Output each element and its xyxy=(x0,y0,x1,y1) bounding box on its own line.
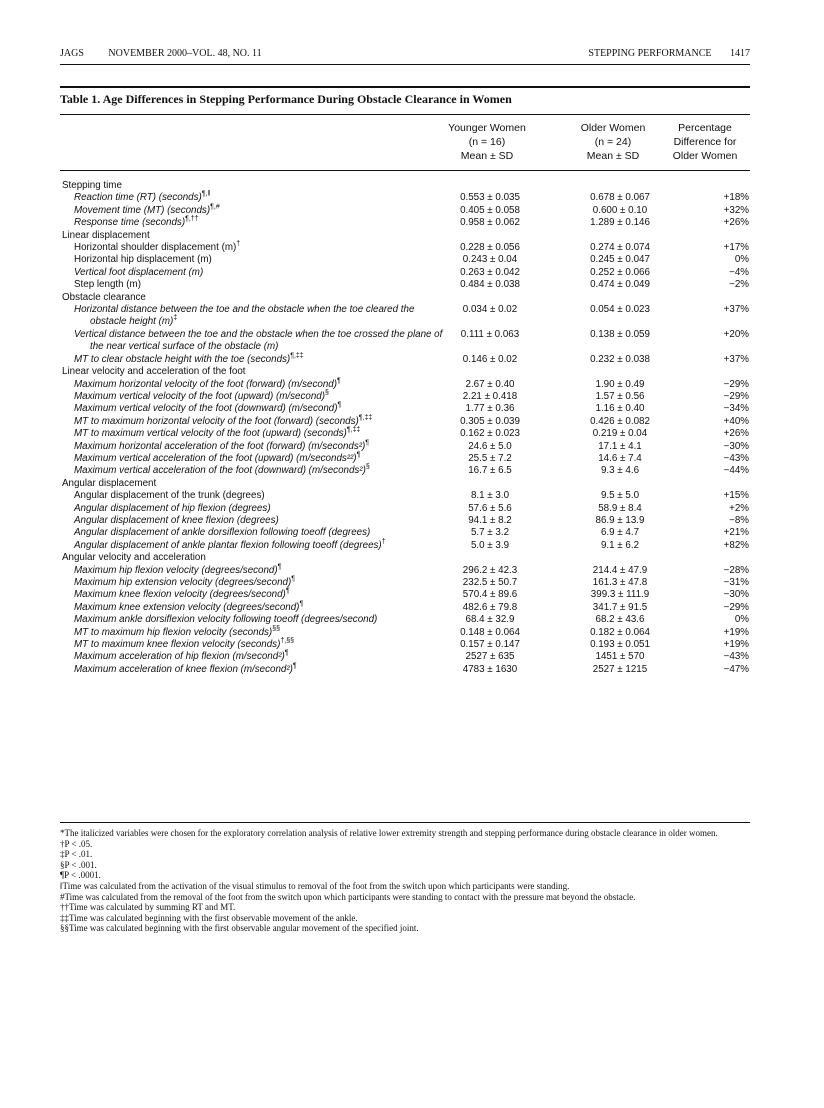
younger-value: 482.6 ± 79.8 xyxy=(462,601,518,613)
section-label xyxy=(60,292,422,304)
footnote-marker: ¶ xyxy=(337,402,342,410)
footnote-marker: ¶ xyxy=(291,575,296,583)
younger-value: 0.228 ± 0.056 xyxy=(460,242,520,254)
percentage-difference: +15% xyxy=(723,490,749,502)
label-text: Maximum acceleration of hip flexion (m/second²) xyxy=(74,651,285,663)
label-text: Angular displacement of ankle plantar flexion following toeoff (degrees) xyxy=(74,539,382,551)
column-header-line: Older Women xyxy=(580,122,646,134)
footnote: #Time was calculated from the removal of the foot from the switch upon which participants were standing to contact with the pressure mat beyond the obstacle. xyxy=(60,891,636,902)
percentage-difference: +37% xyxy=(723,353,749,365)
variable-label xyxy=(60,254,434,266)
variable-label xyxy=(60,403,434,415)
variable-label xyxy=(60,267,434,279)
column-header-line: Difference for xyxy=(673,136,737,148)
older-value: 0.678 ± 0.067 xyxy=(590,192,650,204)
older-value: 1.90 ± 0.49 xyxy=(595,378,645,390)
label-text: MT to maximum knee flexion velocity (seconds) xyxy=(74,639,281,651)
table-row xyxy=(60,354,750,366)
percentage-difference: −43% xyxy=(723,651,749,663)
header-left xyxy=(60,48,284,59)
variable-label xyxy=(60,565,434,577)
header-rule xyxy=(60,64,750,65)
variable-label xyxy=(60,651,434,663)
table-body xyxy=(60,180,750,676)
footnote: *The italicized variables were chosen for the exploratory correlation analysis of relative lower extremity strength and stepping performance during obstacle clearance in older women. xyxy=(60,828,718,838)
older-value: 9.1 ± 6.2 xyxy=(600,539,640,551)
older-value: 2527 ± 1215 xyxy=(592,663,648,675)
older-value: 17.1 ± 4.1 xyxy=(598,440,642,452)
percentage-difference: +26% xyxy=(723,428,749,440)
older-value: 0.054 ± 0.023 xyxy=(590,304,650,316)
label-text: Linear displacement xyxy=(62,229,150,241)
percentage-difference: −29% xyxy=(723,601,749,613)
footnote: §P < .001. xyxy=(60,859,97,870)
variable-label xyxy=(60,441,450,453)
footnote-marker: † xyxy=(236,240,241,248)
younger-value: 0.157 ± 0.147 xyxy=(460,639,520,651)
footnote: ‡P < .01. xyxy=(60,849,93,860)
older-value: 0.252 ± 0.066 xyxy=(590,266,650,278)
younger-value: 0.484 ± 0.038 xyxy=(460,279,520,291)
label-text: Angular displacement of hip flexion (degrees) xyxy=(74,502,271,514)
younger-value: 0.243 ± 0.04 xyxy=(462,254,518,266)
column-header-line: Mean ± SD xyxy=(586,150,640,162)
older-value: 1451 ± 570 xyxy=(595,651,645,663)
variable-label xyxy=(60,416,450,428)
table-row xyxy=(60,515,750,527)
table-row xyxy=(60,651,750,663)
variable-label xyxy=(60,490,434,502)
percentage-difference: 0% xyxy=(734,614,749,626)
older-value: 6.9 ± 4.7 xyxy=(600,527,640,539)
label-text: Step length (m) xyxy=(74,279,141,291)
table-row xyxy=(60,453,750,465)
older-value: 399.3 ± 111.9 xyxy=(590,589,650,601)
footnote-marker: ¶ xyxy=(277,563,282,571)
variable-label xyxy=(60,602,434,614)
percentage-difference: +20% xyxy=(723,328,749,340)
table-row xyxy=(60,217,750,229)
label-text: Response time (seconds) xyxy=(74,217,186,229)
younger-value: 232.5 ± 50.7 xyxy=(462,577,518,588)
younger-value: 57.6 ± 5.6 xyxy=(468,502,512,514)
section-row xyxy=(60,180,750,192)
footnote-marker: ¶ xyxy=(299,600,304,608)
table-row xyxy=(60,503,750,515)
table-row xyxy=(60,254,750,266)
table-row xyxy=(60,627,750,639)
percentage-difference: −30% xyxy=(723,589,749,601)
older-value: 0.245 ± 0.047 xyxy=(590,254,650,266)
variable-label xyxy=(60,577,434,589)
footnote-marker: ¶,‡‡ xyxy=(358,414,373,422)
footnote: ¶P < .0001. xyxy=(60,870,101,881)
footnote-marker: ¶,‡‡ xyxy=(346,426,361,434)
percentage-difference: +32% xyxy=(723,204,749,216)
page-number: 1417 xyxy=(730,48,750,59)
footnote: §§Time was calculated beginning with the first observable angular movement of the specified joint. xyxy=(60,923,419,934)
older-value: 1.289 ± 0.146 xyxy=(590,217,650,229)
footnote-marker: ¶ xyxy=(292,662,297,670)
younger-value: 1.77 ± 0.36 xyxy=(465,403,515,415)
older-value: 1.16 ± 0.40 xyxy=(595,403,645,415)
percentage-difference: +82% xyxy=(723,539,749,551)
variable-label xyxy=(60,205,434,217)
table-footnotes xyxy=(60,828,755,934)
younger-value: 0.405 ± 0.058 xyxy=(460,204,520,216)
section-row xyxy=(60,552,750,564)
footnote-marker: ¶ xyxy=(285,588,290,596)
percentage-difference: +37% xyxy=(723,304,749,316)
variable-label xyxy=(60,639,434,651)
section-row xyxy=(60,478,750,490)
label-text: Maximum hip extension velocity (degrees/second) xyxy=(74,577,292,588)
percentage-difference: +40% xyxy=(723,415,749,427)
label-text: Maximum horizontal velocity of the foot (forward) (m/second) xyxy=(74,378,337,390)
label-text: Vertical foot displacement (m) xyxy=(74,266,204,278)
percentage-difference: +19% xyxy=(723,626,749,638)
variable-label xyxy=(60,192,434,204)
table-row xyxy=(60,490,750,502)
footnote: ‡‡Time was calculated beginning with the first observable movement of the ankle. xyxy=(60,912,358,923)
younger-value: 0.958 ± 0.062 xyxy=(460,217,520,229)
variable-label xyxy=(60,354,434,366)
younger-value: 0.263 ± 0.042 xyxy=(460,266,520,278)
label-text: Angular displacement xyxy=(62,477,157,489)
footnote-marker: ¶ xyxy=(365,439,370,447)
table-row xyxy=(60,540,750,552)
issue-info: NOVEMBER 2000–VOL. 48, NO. 11 xyxy=(108,48,262,59)
percentage-difference: +18% xyxy=(723,192,749,204)
variable-label xyxy=(60,379,434,391)
percentage-difference: −31% xyxy=(723,577,749,588)
column-header-percentage xyxy=(650,121,760,163)
percentage-difference: +2% xyxy=(729,502,749,514)
label-text: Maximum horizontal acceleration of the foot (forward) (m/seconds²) xyxy=(74,440,366,452)
younger-value: 0.305 ± 0.039 xyxy=(460,415,520,427)
table-row xyxy=(60,279,750,291)
section-label xyxy=(60,366,422,378)
table-row xyxy=(60,465,750,477)
percentage-difference: −4% xyxy=(729,266,749,278)
footnote-marker: ¶,‖ xyxy=(201,191,211,199)
label-text: Reaction time (RT) (seconds) xyxy=(74,192,202,204)
variable-label xyxy=(60,527,450,539)
percentage-difference: −28% xyxy=(723,564,749,576)
older-value: 341.7 ± 91.5 xyxy=(592,601,648,613)
section-row xyxy=(60,292,750,304)
younger-value: 68.4 ± 32.9 xyxy=(465,614,515,626)
variable-label xyxy=(60,540,450,552)
label-text: Maximum vertical velocity of the foot (downward) (m/second) xyxy=(74,403,338,415)
section-row xyxy=(60,366,750,378)
older-value: 9.3 ± 4.6 xyxy=(600,465,640,477)
variable-label xyxy=(60,242,434,254)
older-value: 0.426 ± 0.082 xyxy=(590,415,650,427)
older-value: 0.600 ± 0.10 xyxy=(592,204,648,216)
percentage-difference: −44% xyxy=(723,465,749,477)
label-text: MT to maximum hip flexion velocity (seconds) xyxy=(74,626,273,638)
footnote-marker: † xyxy=(381,538,386,546)
younger-value: 2527 ± 635 xyxy=(465,651,515,663)
variable-label xyxy=(60,391,434,403)
older-value: 58.9 ± 8.4 xyxy=(598,502,642,514)
percentage-difference: +21% xyxy=(723,527,749,539)
older-value: 161.3 ± 47.8 xyxy=(592,577,648,588)
footnote: ††Time was calculated by summing RT and MT. xyxy=(60,902,236,913)
percentage-difference: −29% xyxy=(723,390,749,402)
label-text: Angular displacement of the trunk (degrees) xyxy=(74,490,265,502)
label-text: Maximum acceleration of knee flexion (m/second²) xyxy=(74,663,293,675)
footnote: †P < .05. xyxy=(60,838,93,849)
label-text: Horizontal shoulder displacement (m) xyxy=(74,242,237,254)
label-text: Angular velocity and acceleration xyxy=(62,552,206,564)
older-value: 14.6 ± 7.4 xyxy=(598,452,642,464)
footnote-marker: †,§§ xyxy=(280,637,294,645)
label-text: Maximum vertical velocity of the foot (upward) (m/second) xyxy=(74,390,325,402)
older-value: 0.274 ± 0.074 xyxy=(590,242,650,254)
footnote-marker: § xyxy=(325,389,329,397)
column-header-younger xyxy=(427,121,547,163)
column-header-line: (n = 16) xyxy=(468,136,506,148)
table-caption: Table 1. Age Differences in Stepping Performance During Obstacle Clearance in Women xyxy=(60,92,512,106)
younger-value: 16.7 ± 6.5 xyxy=(468,465,512,477)
table-row xyxy=(60,527,750,539)
table-row xyxy=(60,602,750,614)
younger-value: 2.67 ± 0.40 xyxy=(465,378,515,390)
label-text: MT to maximum horizontal velocity of the foot (forward) (seconds) xyxy=(74,415,359,427)
table-row xyxy=(60,428,750,440)
label-text: MT to clear obstacle height with the toe (seconds) xyxy=(74,353,291,365)
percentage-difference: +26% xyxy=(723,217,749,229)
label-text: MT to maximum vertical velocity of the foot (upward) (seconds) xyxy=(74,428,347,440)
variable-label xyxy=(60,515,434,527)
percentage-difference: −34% xyxy=(723,403,749,415)
table-row xyxy=(60,379,750,391)
running-header xyxy=(60,48,750,62)
column-header-line: Percentage xyxy=(678,122,732,134)
table-row xyxy=(60,329,750,354)
footnote-marker: ¶ xyxy=(356,451,361,459)
older-value: 68.2 ± 43.6 xyxy=(595,614,645,626)
variable-label xyxy=(60,279,434,291)
older-value: 0.219 ± 0.04 xyxy=(592,428,648,440)
table-row xyxy=(60,403,750,415)
younger-value: 0.146 ± 0.02 xyxy=(462,353,518,365)
percentage-difference: +17% xyxy=(723,242,749,254)
variable-label xyxy=(60,614,450,626)
table-row xyxy=(60,577,750,589)
younger-value: 94.1 ± 8.2 xyxy=(468,514,512,526)
percentage-difference: −30% xyxy=(723,440,749,452)
column-header-top-rule xyxy=(60,114,750,115)
footnote-marker: §§ xyxy=(272,625,280,633)
section-row xyxy=(60,230,750,242)
table-row xyxy=(60,304,750,329)
table-top-rule xyxy=(60,86,750,88)
label-text: Stepping time xyxy=(62,180,122,191)
label-text: Angular displacement of knee flexion (degrees) xyxy=(74,514,279,526)
column-header-line: Younger Women xyxy=(448,122,526,134)
label-text: Movement time (MT) (seconds) xyxy=(74,204,211,216)
label-text: Linear velocity and acceleration of the foot xyxy=(62,366,246,378)
younger-value: 5.7 ± 3.2 xyxy=(470,527,510,539)
older-value: 0.182 ± 0.064 xyxy=(590,626,650,638)
younger-value: 0.162 ± 0.023 xyxy=(460,428,520,440)
table-row xyxy=(60,391,750,403)
younger-value: 25.5 ± 7.2 xyxy=(468,452,512,464)
younger-value: 0.553 ± 0.035 xyxy=(460,192,520,204)
footnote-marker: ¶ xyxy=(284,650,289,658)
label-text: Maximum hip flexion velocity (degrees/second) xyxy=(74,564,278,576)
table-row xyxy=(60,416,750,428)
older-value: 0.474 ± 0.049 xyxy=(590,279,650,291)
younger-value: 0.148 ± 0.064 xyxy=(460,626,520,638)
label-text: Maximum knee extension velocity (degrees/second) xyxy=(74,601,300,613)
label-text: Maximum vertical acceleration of the foot (downward) (m/seconds²) xyxy=(74,465,366,477)
percentage-difference: −43% xyxy=(723,452,749,464)
variable-label xyxy=(60,465,450,477)
section-label xyxy=(60,478,422,490)
older-value: 214.4 ± 47.9 xyxy=(592,564,648,576)
label-text: Horizontal hip displacement (m) xyxy=(74,254,212,266)
label-text: Maximum ankle dorsiflexion velocity following toeoff (degrees/second) xyxy=(74,614,378,626)
percentage-difference: −47% xyxy=(723,663,749,675)
variable-label xyxy=(60,589,434,601)
label-text: Vertical distance between the toe and the obstacle when the toe crossed the plane of the near vertical surface of the obstacle (m) xyxy=(74,328,443,353)
older-value: 0.138 ± 0.059 xyxy=(590,328,650,340)
section-label xyxy=(60,230,422,242)
label-text: Maximum knee flexion velocity (degrees/second) xyxy=(74,589,286,601)
younger-value: 570.4 ± 89.6 xyxy=(462,589,518,601)
column-header-line: (n = 24) xyxy=(594,136,632,148)
table-row xyxy=(60,242,750,254)
younger-value: 8.1 ± 3.0 xyxy=(470,490,510,502)
younger-value: 2.21 ± 0.418 xyxy=(462,390,518,402)
percentage-difference: +19% xyxy=(723,639,749,651)
variable-label xyxy=(60,217,434,229)
footnote-marker: ¶,# xyxy=(210,203,220,211)
percentage-difference: −8% xyxy=(729,514,749,526)
variable-label xyxy=(60,627,434,639)
older-value: 9.5 ± 5.0 xyxy=(600,490,640,502)
footnote-marker: ¶,‡‡ xyxy=(290,352,304,360)
variable-label xyxy=(60,453,450,465)
label-text: Angular displacement of ankle dorsiflexion following toeoff (degrees) xyxy=(74,527,371,539)
header-right xyxy=(572,48,750,59)
variable-label xyxy=(60,329,450,354)
younger-value: 0.034 ± 0.02 xyxy=(462,304,518,316)
table-row xyxy=(60,441,750,453)
footnote-marker: § xyxy=(365,464,370,472)
table-row xyxy=(60,639,750,651)
percentage-difference: 0% xyxy=(734,254,749,266)
section-label xyxy=(60,180,422,192)
variable-label xyxy=(60,664,434,676)
variable-label xyxy=(60,503,434,515)
older-value: 0.232 ± 0.038 xyxy=(590,353,650,365)
younger-value: 296.2 ± 42.3 xyxy=(462,564,518,576)
younger-value: 4783 ± 1630 xyxy=(462,663,518,675)
variable-label xyxy=(60,428,434,440)
table-row xyxy=(60,565,750,577)
table-row xyxy=(60,267,750,279)
younger-value: 24.6 ± 5.0 xyxy=(468,440,512,452)
older-value: 86.9 ± 13.9 xyxy=(595,514,645,526)
table-row xyxy=(60,664,750,676)
running-title: STEPPING PERFORMANCE xyxy=(588,48,712,59)
older-value: 1.57 ± 0.56 xyxy=(595,390,645,402)
percentage-difference: −2% xyxy=(729,279,749,291)
column-header-line: Mean ± SD xyxy=(460,150,514,162)
footnote: ‖Time was calculated from the activation of the visual stimulus to removal of the foot from the switch upon which participants were standing. xyxy=(60,880,570,891)
section-label xyxy=(60,552,422,564)
table-row xyxy=(60,614,750,626)
footnote-marker: ¶,†† xyxy=(185,215,199,223)
table-row xyxy=(60,205,750,217)
label-text: Horizontal distance between the toe and the obstacle when the toe cleared the obstacle height (m) xyxy=(74,304,415,328)
table-bottom-rule xyxy=(60,822,750,823)
older-value: 0.193 ± 0.051 xyxy=(590,639,650,651)
label-text: Obstacle clearance xyxy=(62,291,146,303)
variable-label xyxy=(60,304,450,329)
journal-name: JAGS xyxy=(60,48,84,59)
younger-value: 5.0 ± 3.9 xyxy=(470,539,510,551)
table-row xyxy=(60,589,750,601)
label-text: Maximum vertical acceleration of the foot (upward) (m/seconds²²) xyxy=(74,452,357,464)
younger-value: 0.111 ± 0.063 xyxy=(460,328,520,340)
column-header-bottom-rule xyxy=(60,170,750,171)
table-row xyxy=(60,192,750,204)
footnote-marker: ¶ xyxy=(336,377,341,385)
column-header-line: Older Women xyxy=(672,150,738,162)
percentage-difference: −29% xyxy=(723,378,749,390)
footnote-marker: ‡ xyxy=(173,315,178,323)
